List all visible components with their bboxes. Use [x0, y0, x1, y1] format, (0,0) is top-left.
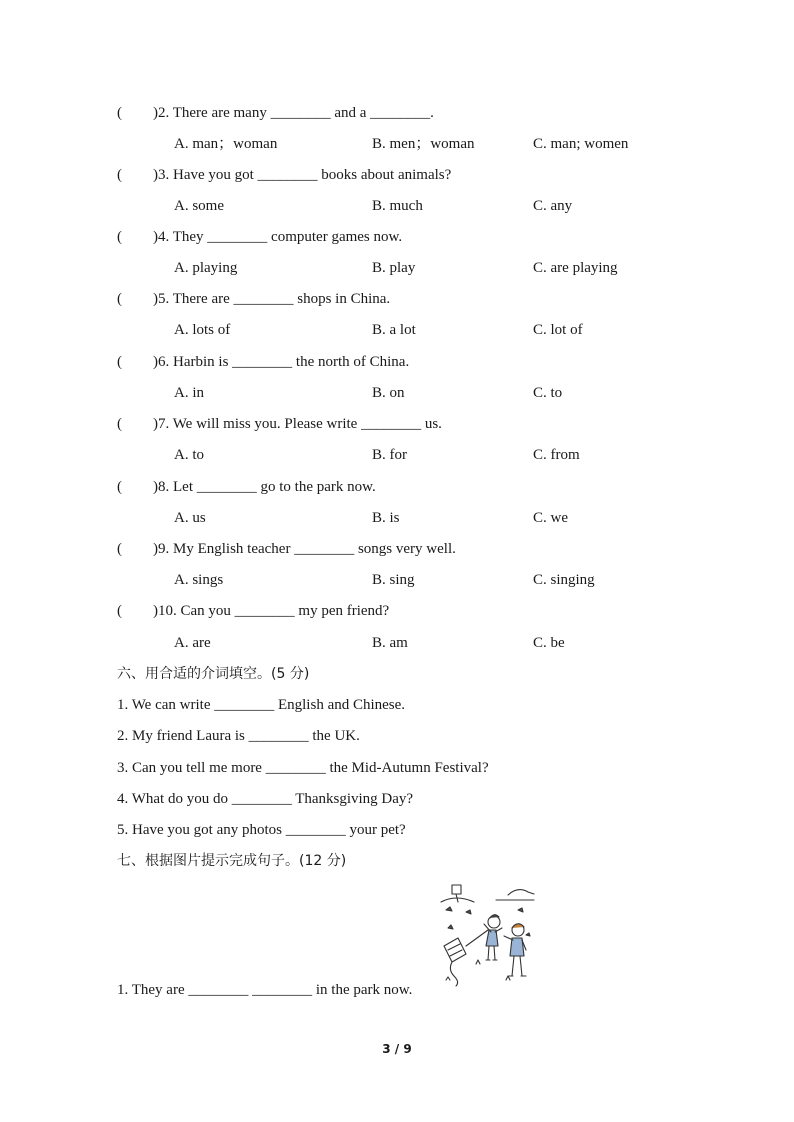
kids-flying-kite-illustration [436, 880, 538, 988]
question-paren: ( [117, 105, 122, 121]
option-b: B. for [372, 447, 407, 463]
option-a: A. to [174, 447, 204, 463]
page-number: 3 / 9 [382, 1042, 412, 1056]
fill-blank-item: 2. My friend Laura is ________ the UK. [117, 728, 360, 744]
fill-blank-item: 5. Have you got any photos ________ your pet? [117, 822, 406, 838]
section-heading: 六、用合适的介词填空。(5 分) [117, 666, 310, 682]
question-paren: ( [117, 354, 122, 370]
option-b: B. a lot [372, 322, 416, 338]
option-c: C. man; women [533, 136, 629, 152]
option-b: B. play [372, 260, 416, 276]
question-paren: ( [117, 291, 122, 307]
option-a: A. sings [174, 572, 224, 588]
question-stem: )5. There are ________ shops in China. [153, 291, 391, 307]
option-c: C. any [533, 198, 573, 214]
option-c: C. singing [533, 572, 595, 588]
question-paren: ( [117, 229, 122, 245]
fill-blank-item: 1. We can write ________ English and Chinese. [117, 697, 406, 713]
small-kite [452, 885, 461, 894]
question-stem: )8. Let ________ go to the park now. [153, 479, 376, 495]
big-kite [444, 938, 466, 962]
option-a: A. man；woman [174, 136, 278, 152]
option-a: A. lots of [174, 322, 231, 338]
option-c: C. we [533, 510, 568, 526]
option-a: A. us [174, 510, 206, 526]
question-paren: ( [117, 603, 122, 619]
question-stem: )2. There are many ________ and a ________. [153, 105, 434, 121]
question-stem: )4. They ________ computer games now. [153, 229, 403, 245]
option-b: B. on [372, 385, 405, 401]
option-c: C. from [533, 447, 580, 463]
question-stem: )7. We will miss you. Please write ________ us. [153, 416, 442, 432]
option-b: B. am [372, 635, 408, 651]
question-paren: ( [117, 541, 122, 557]
question-stem: )6. Harbin is ________ the north of China. [153, 354, 410, 370]
option-b: B. much [372, 198, 423, 214]
question-stem: )3. Have you got ________ books about animals? [153, 167, 452, 183]
option-a: A. are [174, 635, 211, 651]
option-b: B. men；woman [372, 136, 475, 152]
option-a: A. some [174, 198, 224, 214]
fill-blank-item: 3. Can you tell me more ________ the Mid-Autumn Festival? [117, 760, 489, 776]
option-b: B. is [372, 510, 400, 526]
option-c: C. to [533, 385, 563, 401]
fill-blank-item: 4. What do you do ________ Thanksgiving Day? [117, 791, 414, 807]
question-paren: ( [117, 416, 122, 432]
option-c: C. are playing [533, 260, 618, 276]
option-b: B. sing [372, 572, 415, 588]
option-c: C. be [533, 635, 565, 651]
option-a: A. in [174, 385, 204, 401]
option-c: C. lot of [533, 322, 583, 338]
section-heading: 七、根据图片提示完成句子。(12 分) [117, 853, 347, 869]
question-paren: ( [117, 479, 122, 495]
question-paren: ( [117, 167, 122, 183]
question-stem: )10. Can you ________ my pen friend? [153, 603, 390, 619]
option-a: A. playing [174, 260, 238, 276]
picture-sentence-item: 1. They are ________ ________ in the park now. [117, 982, 413, 998]
question-stem: )9. My English teacher ________ songs very well. [153, 541, 456, 557]
